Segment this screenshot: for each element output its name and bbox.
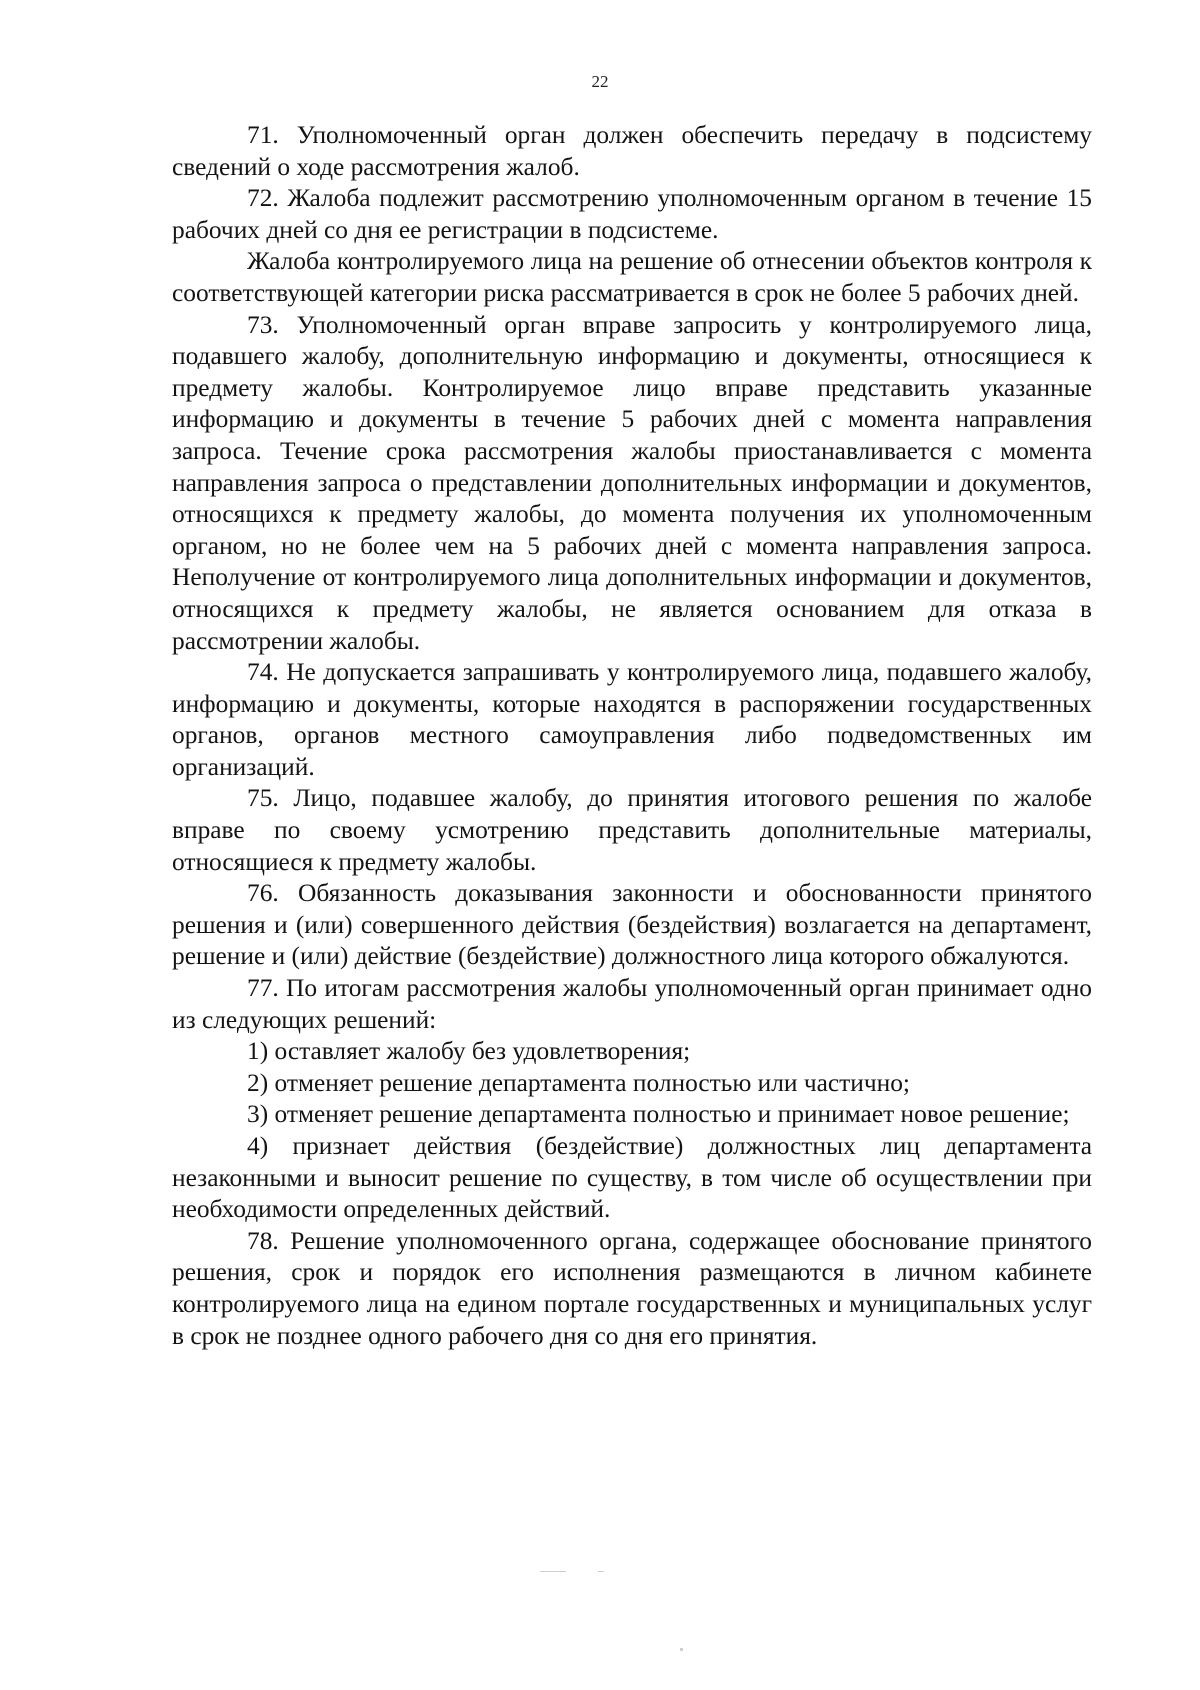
scan-speck bbox=[540, 1571, 566, 1572]
page-number: 22 bbox=[591, 72, 609, 91]
paragraph-71: 71. Уполномоченный орган должен обеспечить передачу в подсистему сведений о ходе рассмотрения жалоб. bbox=[172, 121, 1092, 181]
list-item-3: 3) отменяет решение департамента полностью и принимает новое решение; bbox=[247, 1100, 1070, 1129]
list-item-2: 2) отменяет решение департамента полностью или частично; bbox=[247, 1068, 910, 1097]
paragraph-75: 75. Лицо, подавшее жалобу, до принятия итогового решения по жалобе вправе по своему усмотрению представить дополнительные материалы, относящиеся к предмету жалобы. bbox=[172, 784, 1092, 876]
list-item-1: 1) оставляет жалобу без удовлетворения; bbox=[247, 1037, 691, 1066]
paragraph-77: 77. По итогам рассмотрения жалобы уполномоченный орган принимает одно из следующих решений: bbox=[172, 974, 1092, 1034]
paragraph-78: 78. Решение уполномоченного органа, содержащее обоснование принятого решения, срок и порядок его исполнения размещаются в личном кабинете контролируемого лица на едином портале государственных и муниципальных услуг в срок не позднее одного рабочего дня со дня его принятия. bbox=[172, 1226, 1092, 1350]
paragraph-72: 72. Жалоба подлежит рассмотрению уполномоченным органом в течение 15 рабочих дней со дня ее регистрации в подсистеме. bbox=[172, 184, 1092, 244]
paragraph-72-continuation: Жалоба контролируемого лица на решение об отнесении объектов контроля к соответствующей категории риска рассматривается в срок не более 5 рабочих дней. bbox=[172, 247, 1092, 307]
scan-speck bbox=[598, 1571, 604, 1572]
scan-speck bbox=[680, 1648, 683, 1651]
paragraph-73: 73. Уполномоченный орган вправе запросить у контролируемого лица, подавшего жалобу, дополнительную информацию и документы, относящиеся к предмету жалобы. Контролируемое лицо вправе представить указанные информацию и документы в течение 5 рабочих дней с момента направления запроса. Течение срока рассмотрения жалобы приостанавливается с момента направления запроса о представлении дополнительных информации и документов, относящихся к предмету жалобы, до момента получения их уполномоченным органом, но не более чем на 5 рабочих дней с момента направления запроса. Неполучение от контролируемого лица дополнительных информации и документов, относящихся к предмету жалобы, не является основанием для отказа в рассмотрении жалобы. bbox=[172, 310, 1092, 655]
list-item-4: 4) признает действия (бездействие) должностных лиц департамента незаконными и выносит решение по существу, в том числе об осуществлении при необходимости определенных действий. bbox=[172, 1132, 1092, 1224]
paragraph-74: 74. Не допускается запрашивать у контролируемого лица, подавшего жалобу, информацию и документы, которые находятся в распоряжении государственных органов, органов местного самоуправления либо подведомственных им организаций. bbox=[172, 658, 1092, 781]
document-body bbox=[172, 120, 1092, 1352]
paragraph-76: 76. Обязанность доказывания законности и обоснованности принятого решения и (или) совершенного действия (бездействия) возлагается на департамент, решение и (или) действие (бездействие) должностного лица которого обжалуются. bbox=[172, 879, 1092, 971]
